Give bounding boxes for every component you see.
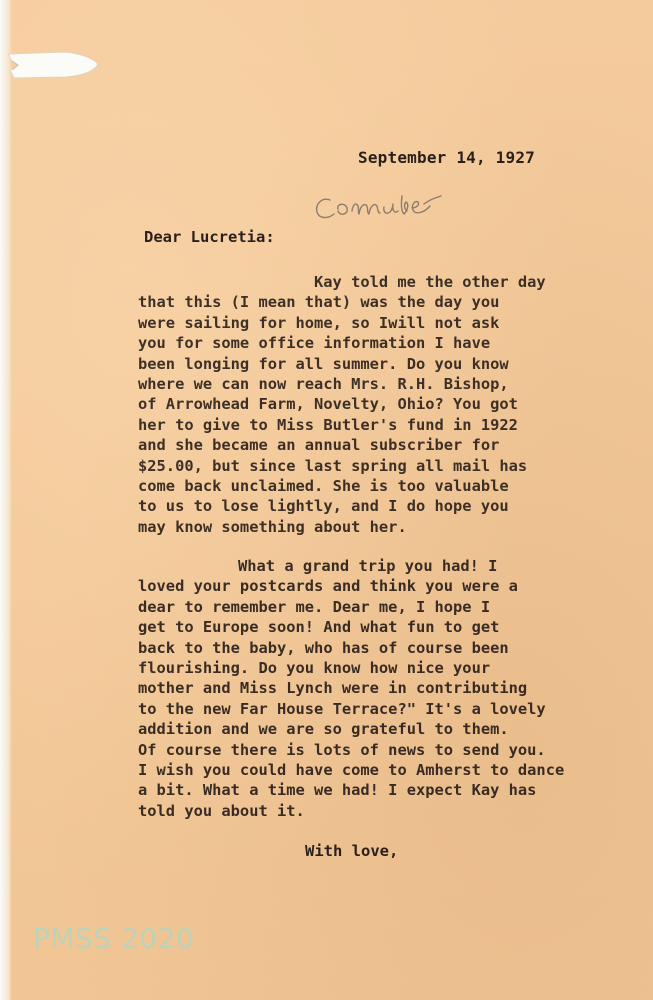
handwritten-annotation <box>312 184 447 226</box>
text-line: where we can now reach Mrs. R.H. Bishop, <box>138 375 509 394</box>
text-line: get to Europe soon! And what fun to get <box>138 618 500 637</box>
text-line: back to the baby, who has of course been <box>138 638 509 657</box>
body-paragraph-2 <box>138 556 564 821</box>
text-line: addition and we are so grateful to them. <box>138 720 509 739</box>
text-line: been longing for all summer. Do you know <box>138 354 509 373</box>
text-line: to the new Far House Terrace?" It's a lovely <box>138 699 546 718</box>
text-line: come back unclaimed. She is too valuable <box>138 477 509 496</box>
letter-date: September 14, 1927 <box>358 148 535 167</box>
text-line: dear to remember me. Dear me, I hope I <box>138 597 491 616</box>
text-line: to us to lose lightly, and I do hope you <box>138 497 509 516</box>
text-line: were sailing for home, so Iwill not ask <box>138 313 500 332</box>
archive-watermark: PMSS 2020 <box>33 922 195 955</box>
closing-line: With love, <box>305 842 399 860</box>
text-line: Kay told me the other day <box>314 273 546 291</box>
text-line: loved your postcards and think you were a <box>138 577 518 596</box>
text-line: and she became an annual subscriber for <box>138 436 500 455</box>
text-line: that this (I mean that) was the day you <box>138 293 500 312</box>
text-line: $25.00, but since last spring all mail has <box>138 456 528 475</box>
text-line: I wish you could have come to Amherst to dance <box>138 761 565 780</box>
salutation: Dear Lucretia: <box>144 228 275 246</box>
text-line: of Arrowhead Farm, Novelty, Ohio? You got <box>138 395 518 414</box>
text-line: Of course there is lots of news to send you. <box>138 740 546 759</box>
text-line: flourishing. Do you know how nice your <box>138 659 491 678</box>
text-line: her to give to Miss Butler's fund in 1922 <box>138 415 518 434</box>
paper-edge <box>0 0 12 1000</box>
text-line: you for some office information I have <box>138 334 491 353</box>
body-paragraph-1 <box>138 272 546 537</box>
text-line: a bit. What a time we had! I expect Kay has <box>138 781 537 800</box>
text-line: What a grand trip you had! I <box>238 557 498 575</box>
torn-paper-fragment <box>8 48 100 82</box>
text-line: may know something about her. <box>138 517 407 536</box>
text-line: mother and Miss Lynch were in contributing <box>138 679 528 698</box>
text-line: told you about it. <box>138 801 305 820</box>
